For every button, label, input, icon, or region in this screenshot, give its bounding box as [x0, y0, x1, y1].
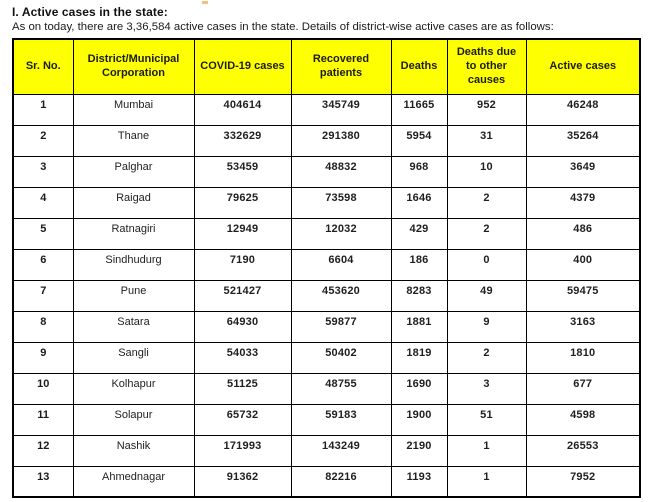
cell-active-cases: 486 — [526, 218, 640, 249]
cell-recovered: 59183 — [291, 404, 391, 435]
cell-deaths-other: 49 — [447, 280, 526, 311]
table-row — [13, 249, 640, 280]
table-row — [13, 311, 640, 342]
cell-covid-cases: 91362 — [194, 466, 291, 497]
header-district: District/Municipal Corporation — [73, 39, 194, 94]
cell-district: Satara — [73, 311, 194, 342]
active-cases-table — [12, 38, 641, 498]
cell-covid-cases: 51125 — [194, 373, 291, 404]
table-row — [13, 94, 640, 125]
header-recovered: Recovered patients — [291, 39, 391, 94]
cell-deaths-other: 3 — [447, 373, 526, 404]
cell-deaths: 1900 — [391, 404, 447, 435]
cell-recovered: 291380 — [291, 125, 391, 156]
header-deaths-other: Deaths due to other causes — [447, 39, 526, 94]
cell-covid-cases: 332629 — [194, 125, 291, 156]
header-active-cases: Active cases — [526, 39, 640, 94]
table-row — [13, 280, 640, 311]
cell-recovered: 48832 — [291, 156, 391, 187]
cell-active-cases: 3163 — [526, 311, 640, 342]
cell-recovered: 48755 — [291, 373, 391, 404]
cell-sr-no: 9 — [13, 342, 73, 373]
header-covid-cases: COVID-19 cases — [194, 39, 291, 94]
cell-deaths-other: 31 — [447, 125, 526, 156]
table-row — [13, 404, 640, 435]
cell-deaths-other: 952 — [447, 94, 526, 125]
section-subtitle: As on today, there are 3,36,584 active cases in the state. Details of district-wise active cases are as follows: — [12, 21, 554, 33]
cell-deaths-other: 10 — [447, 156, 526, 187]
cell-recovered: 59877 — [291, 311, 391, 342]
cell-deaths: 11665 — [391, 94, 447, 125]
cell-recovered: 50402 — [291, 342, 391, 373]
cell-deaths: 5954 — [391, 125, 447, 156]
cell-deaths: 968 — [391, 156, 447, 187]
cell-active-cases: 7952 — [526, 466, 640, 497]
cell-sr-no: 3 — [13, 156, 73, 187]
cell-active-cases: 400 — [526, 249, 640, 280]
cell-sr-no: 12 — [13, 435, 73, 466]
cell-sr-no: 6 — [13, 249, 73, 280]
cell-active-cases: 3649 — [526, 156, 640, 187]
cell-covid-cases: 521427 — [194, 280, 291, 311]
cell-covid-cases: 53459 — [194, 156, 291, 187]
cell-active-cases: 1810 — [526, 342, 640, 373]
cell-sr-no: 13 — [13, 466, 73, 497]
cell-district: Sangli — [73, 342, 194, 373]
cell-active-cases: 59475 — [526, 280, 640, 311]
cell-covid-cases: 65732 — [194, 404, 291, 435]
page-edge-artifact — [202, 1, 208, 4]
cell-covid-cases: 171993 — [194, 435, 291, 466]
cell-deaths: 1646 — [391, 187, 447, 218]
cell-deaths: 186 — [391, 249, 447, 280]
table-row — [13, 187, 640, 218]
cell-district: Solapur — [73, 404, 194, 435]
header-sr-no: Sr. No. — [13, 39, 73, 94]
cell-recovered: 73598 — [291, 187, 391, 218]
cell-district: Thane — [73, 125, 194, 156]
cell-deaths-other: 2 — [447, 187, 526, 218]
cell-district: Sindhudurg — [73, 249, 194, 280]
table-row — [13, 156, 640, 187]
section-title: I. Active cases in the state: — [12, 5, 168, 19]
cell-deaths-other: 1 — [447, 466, 526, 497]
cell-covid-cases: 404614 — [194, 94, 291, 125]
cell-district: Ahmednagar — [73, 466, 194, 497]
cell-deaths-other: 1 — [447, 435, 526, 466]
table-row — [13, 466, 640, 497]
cell-district: Kolhapur — [73, 373, 194, 404]
cell-district: Mumbai — [73, 94, 194, 125]
cell-active-cases: 4598 — [526, 404, 640, 435]
cell-covid-cases: 12949 — [194, 218, 291, 249]
cell-sr-no: 8 — [13, 311, 73, 342]
cell-sr-no: 5 — [13, 218, 73, 249]
cell-deaths: 1881 — [391, 311, 447, 342]
cell-deaths-other: 2 — [447, 218, 526, 249]
cell-sr-no: 4 — [13, 187, 73, 218]
cell-recovered: 345749 — [291, 94, 391, 125]
cell-deaths-other: 2 — [447, 342, 526, 373]
header-deaths: Deaths — [391, 39, 447, 94]
cell-deaths: 2190 — [391, 435, 447, 466]
cell-deaths: 1819 — [391, 342, 447, 373]
table-row — [13, 218, 640, 249]
cell-covid-cases: 79625 — [194, 187, 291, 218]
cell-recovered: 82216 — [291, 466, 391, 497]
cell-district: Raigad — [73, 187, 194, 218]
cell-deaths: 429 — [391, 218, 447, 249]
cell-district: Ratnagiri — [73, 218, 194, 249]
cell-active-cases: 46248 — [526, 94, 640, 125]
cell-active-cases: 677 — [526, 373, 640, 404]
cell-deaths-other: 9 — [447, 311, 526, 342]
cell-district: Palghar — [73, 156, 194, 187]
cell-recovered: 453620 — [291, 280, 391, 311]
cell-sr-no: 11 — [13, 404, 73, 435]
cell-sr-no: 1 — [13, 94, 73, 125]
table-header-row — [13, 39, 640, 94]
cell-recovered: 6604 — [291, 249, 391, 280]
cell-covid-cases: 54033 — [194, 342, 291, 373]
table-row — [13, 342, 640, 373]
table-row — [13, 435, 640, 466]
cell-sr-no: 2 — [13, 125, 73, 156]
cell-deaths-other: 51 — [447, 404, 526, 435]
cell-deaths: 8283 — [391, 280, 447, 311]
cell-recovered: 143249 — [291, 435, 391, 466]
cell-district: Pune — [73, 280, 194, 311]
cell-district: Nashik — [73, 435, 194, 466]
table-row — [13, 373, 640, 404]
cell-covid-cases: 64930 — [194, 311, 291, 342]
cell-active-cases: 35264 — [526, 125, 640, 156]
cell-sr-no: 10 — [13, 373, 73, 404]
cell-active-cases: 4379 — [526, 187, 640, 218]
table-row — [13, 125, 640, 156]
cell-active-cases: 26553 — [526, 435, 640, 466]
cell-sr-no: 7 — [13, 280, 73, 311]
cell-deaths: 1690 — [391, 373, 447, 404]
cell-recovered: 12032 — [291, 218, 391, 249]
cell-deaths: 1193 — [391, 466, 447, 497]
cell-deaths-other: 0 — [447, 249, 526, 280]
cell-covid-cases: 7190 — [194, 249, 291, 280]
